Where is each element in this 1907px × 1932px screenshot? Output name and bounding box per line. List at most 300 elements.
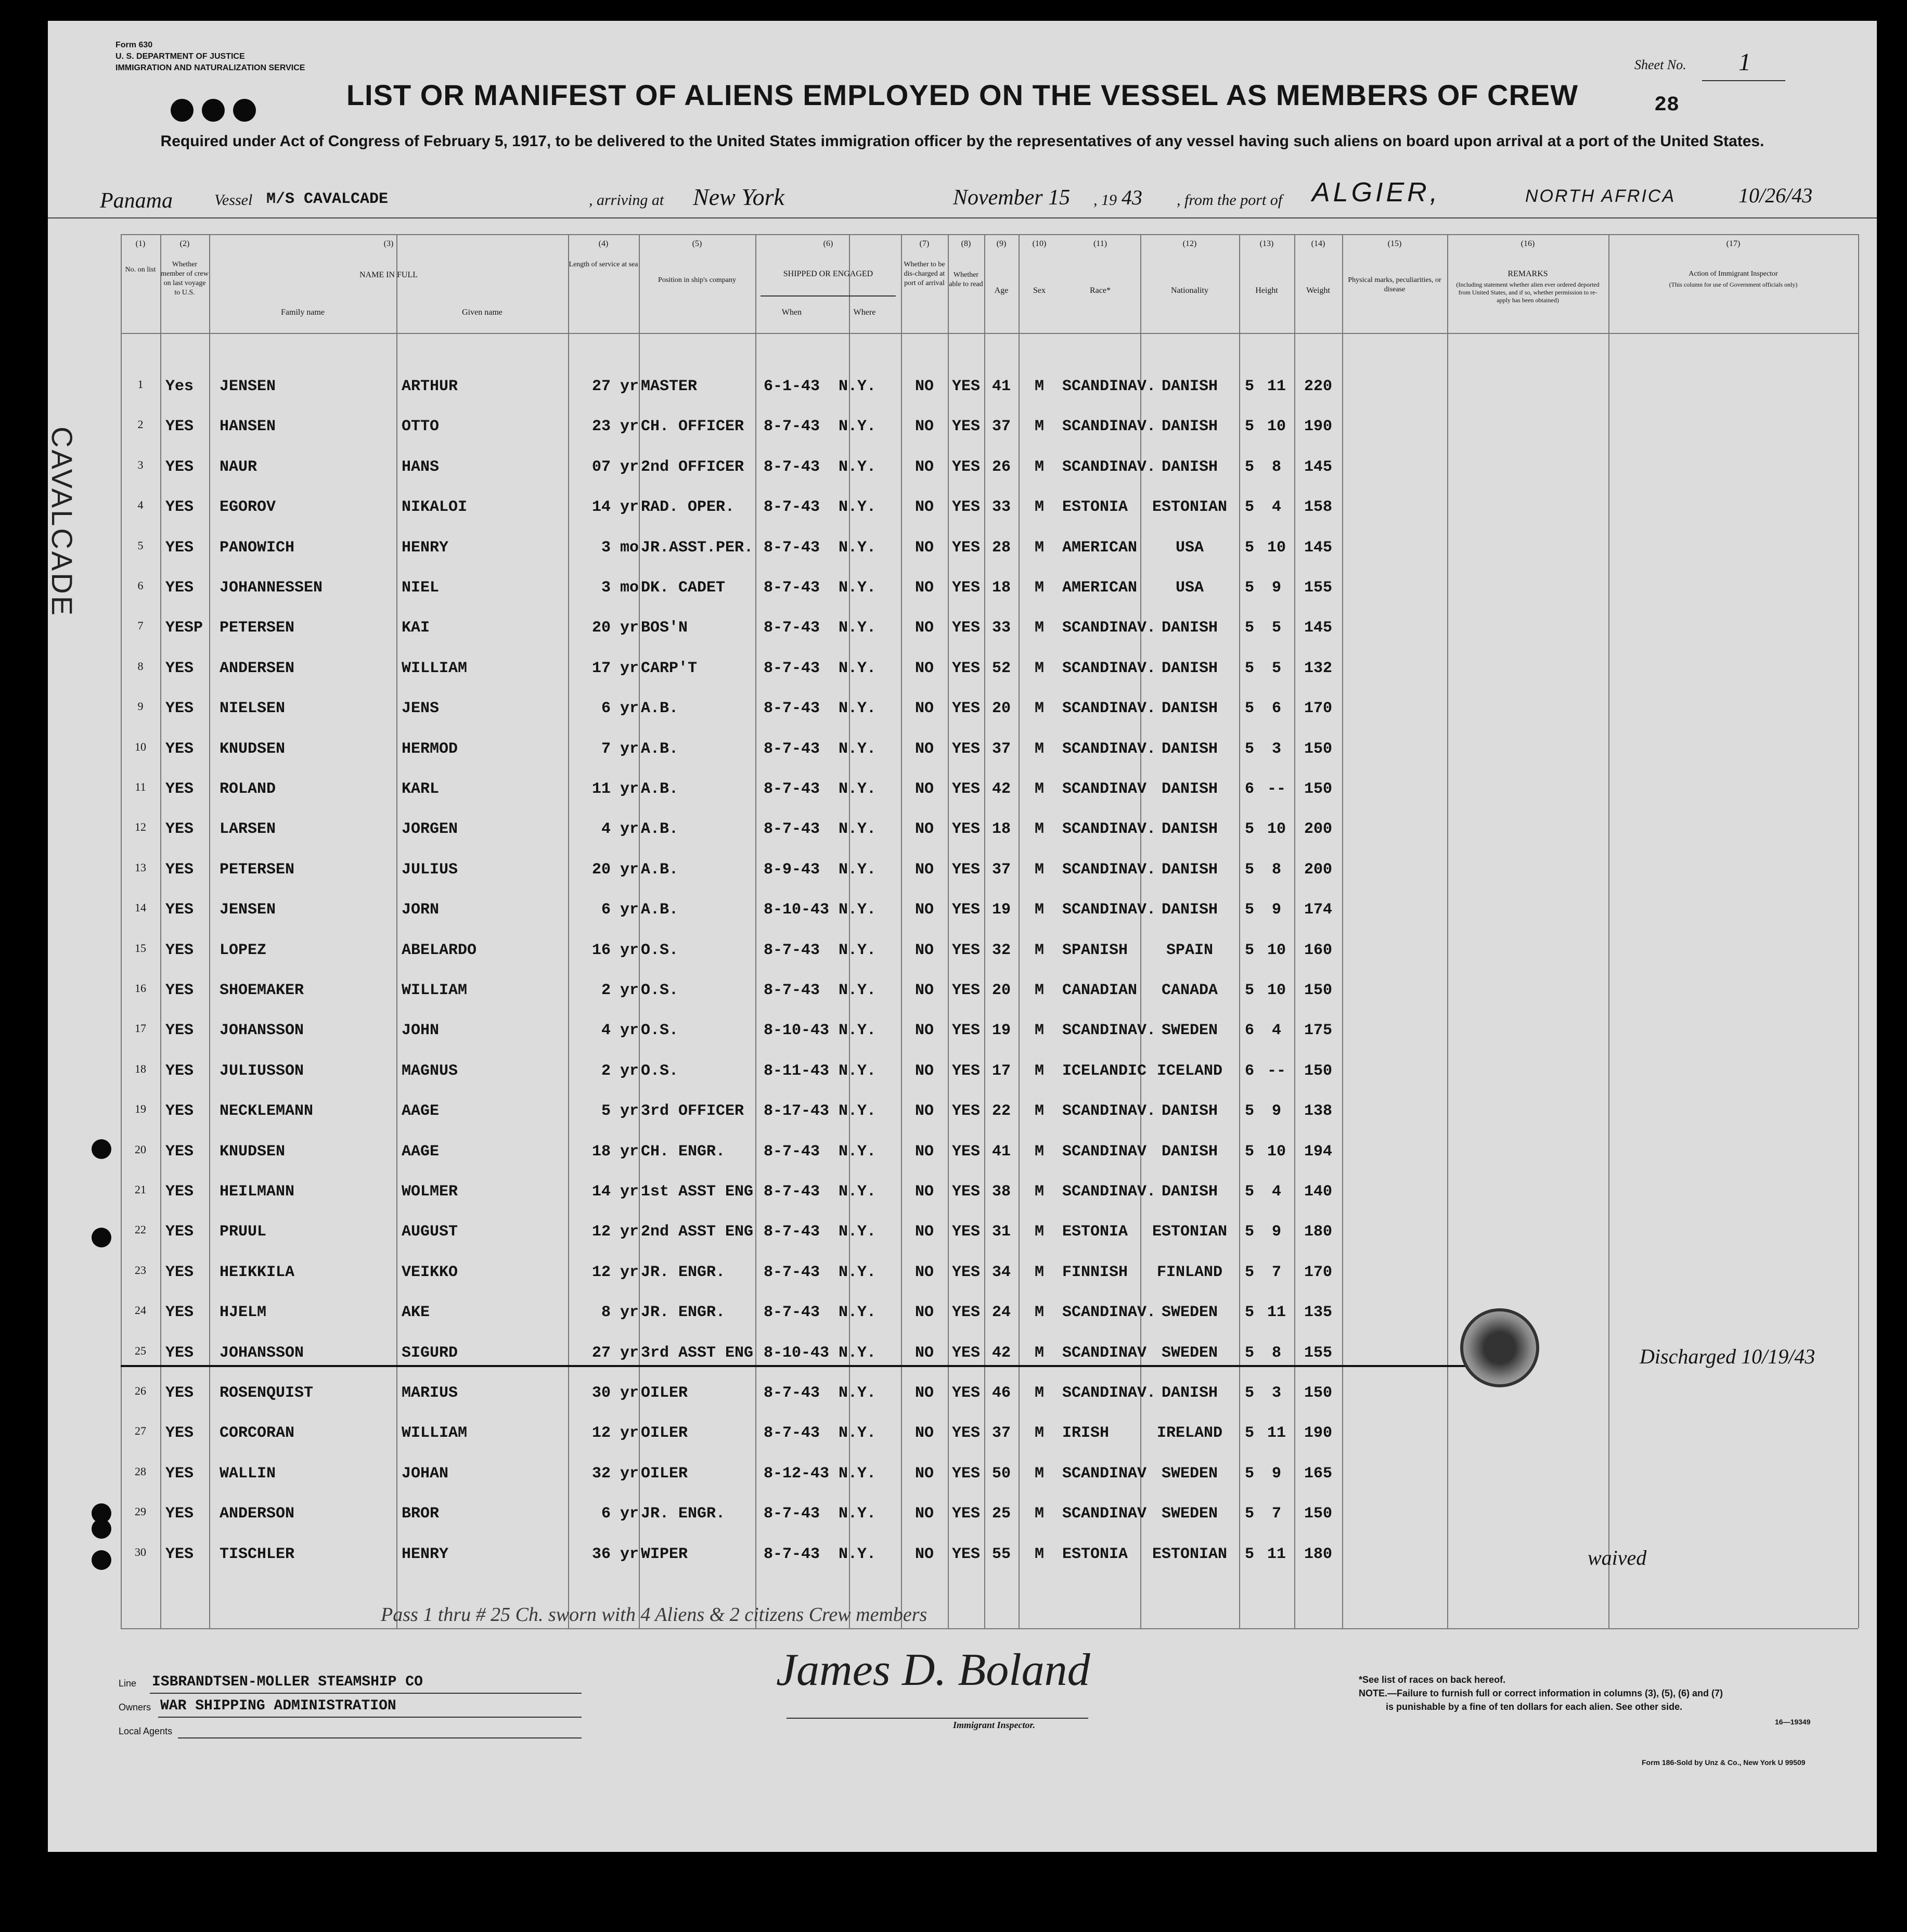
nationality: DANISH: [1161, 820, 1218, 839]
given-name: NIKALOI: [402, 498, 468, 517]
height-feet: 5: [1244, 982, 1254, 999]
crew-last-voyage: YES: [165, 1344, 194, 1362]
nationality: SWEDEN: [1161, 1344, 1218, 1362]
discharged: NO: [914, 1183, 934, 1201]
height-feet: 5: [1244, 659, 1254, 677]
column-number: (6): [823, 239, 833, 248]
row-number: 27: [135, 1424, 146, 1438]
able-to-read: YES: [951, 1263, 980, 1281]
age: 37: [991, 418, 1011, 436]
engaged-when: 8-7-43: [764, 1545, 820, 1563]
weight: 150: [1304, 780, 1332, 798]
able-to-read: YES: [951, 1022, 980, 1040]
engaged-where: N.Y.: [839, 1022, 877, 1040]
family-name: SHOEMAKER: [220, 982, 304, 999]
nationality: DANISH: [1161, 780, 1218, 798]
age: 37: [991, 740, 1011, 758]
height-inches: 8: [1271, 860, 1281, 879]
row-number: 1: [137, 378, 144, 391]
family-name: HEIKKILA: [220, 1263, 295, 1281]
ship-position: O.S.: [641, 1022, 679, 1040]
table-row: [121, 1264, 1858, 1304]
table-row: [121, 700, 1858, 740]
able-to-read: YES: [951, 619, 980, 637]
header-top-rule: [121, 234, 1858, 235]
service-length: 07 yr: [591, 458, 639, 476]
ship-position: OILER: [641, 1424, 688, 1442]
family-name: PETERSEN: [220, 619, 295, 637]
engaged-where: N.Y.: [839, 860, 877, 879]
sheet-number: 1: [1738, 48, 1751, 76]
able-to-read: YES: [951, 1223, 980, 1241]
table-row: [121, 498, 1858, 539]
able-to-read: YES: [951, 700, 980, 718]
crew-last-voyage: YES: [165, 1384, 194, 1402]
service-length: 14 yr: [591, 1183, 639, 1201]
weight: 150: [1304, 1384, 1332, 1402]
race: AMERICAN: [1062, 579, 1138, 597]
row-number: 26: [135, 1384, 146, 1397]
family-name: PANOWICH: [220, 538, 295, 557]
weight: 145: [1304, 458, 1332, 476]
punch-hole: [92, 1139, 111, 1159]
height-feet: 5: [1244, 1223, 1254, 1241]
engaged-when: 6-1-43: [764, 378, 820, 395]
crew-last-voyage: YES: [165, 1223, 194, 1241]
inspector-signature: James D. Boland: [776, 1645, 1090, 1695]
table-row: [121, 458, 1858, 499]
row-number: 12: [135, 820, 146, 834]
nationality: SWEDEN: [1161, 1022, 1218, 1040]
nationality: DANISH: [1161, 700, 1218, 718]
weight: 158: [1304, 498, 1332, 517]
service-length: 11 yr: [591, 780, 639, 798]
sex: M: [1034, 1505, 1044, 1523]
discharged: NO: [914, 740, 934, 758]
crew-last-voyage: YES: [165, 1102, 194, 1120]
row-number: 25: [135, 1344, 146, 1357]
table-row: [121, 982, 1858, 1022]
height-feet: 5: [1244, 619, 1254, 637]
ship-position: JR. ENGR.: [641, 1505, 726, 1523]
page-title: LIST OR MANIFEST OF ALIENS EMPLOYED ON THE VESSEL AS MEMBERS OF CREW: [346, 79, 1579, 111]
ship-position: 3rd OFFICER: [641, 1102, 744, 1120]
ship-position: 2nd ASST ENG: [641, 1223, 754, 1241]
crew-last-voyage: YES: [165, 418, 194, 436]
able-to-read: YES: [951, 1545, 980, 1563]
service-length: 27 yr: [591, 378, 639, 395]
note-code: 16—19349: [1775, 1718, 1811, 1726]
service-length: 23 yr: [591, 418, 639, 436]
discharged: NO: [914, 659, 934, 677]
engaged-when: 8-7-43: [764, 579, 820, 597]
race: SCANDINAV.: [1062, 378, 1156, 395]
engaged-when: 8-17-43: [764, 1102, 830, 1120]
given-name: WILLIAM: [402, 982, 468, 999]
sex: M: [1034, 1344, 1044, 1362]
table-row: [121, 901, 1858, 942]
height-feet: 6: [1244, 780, 1254, 798]
able-to-read: YES: [951, 1102, 980, 1120]
race: ESTONIA: [1062, 498, 1128, 517]
race: SCANDINAV.: [1062, 458, 1156, 476]
engaged-when: 8-7-43: [764, 1304, 820, 1322]
family-name: NIELSEN: [220, 700, 286, 718]
header-position: Position in ship's company: [658, 276, 736, 284]
weight: 150: [1304, 982, 1332, 999]
table-row: [121, 820, 1858, 861]
nationality: DANISH: [1161, 378, 1218, 395]
family-name: LARSEN: [220, 820, 276, 839]
sex: M: [1034, 740, 1044, 758]
age: 19: [991, 901, 1011, 919]
given-name: HANS: [402, 458, 440, 476]
able-to-read: YES: [951, 498, 980, 517]
arriving-port: New York: [693, 184, 784, 210]
height-feet: 6: [1244, 1022, 1254, 1040]
from-label: , from the port of: [1177, 191, 1283, 209]
sex: M: [1034, 619, 1044, 637]
height-feet: 5: [1244, 1263, 1254, 1281]
crew-last-voyage: YES: [165, 1464, 194, 1483]
row-number: 6: [137, 579, 144, 592]
engaged-where: N.Y.: [839, 458, 877, 476]
service: IMMIGRATION AND NATURALIZATION SERVICE: [115, 63, 305, 72]
height-inches: 7: [1271, 1505, 1281, 1523]
service-length: 30 yr: [591, 1384, 639, 1402]
weight: 150: [1304, 1062, 1332, 1080]
row-number: 2: [137, 418, 144, 431]
height-inches: 10: [1267, 982, 1286, 999]
age: 34: [991, 1263, 1011, 1281]
able-to-read: YES: [951, 780, 980, 798]
crew-last-voyage: YES: [165, 780, 194, 798]
crew-last-voyage: YES: [165, 820, 194, 839]
ship-position: A.B.: [641, 901, 679, 919]
height-inches: 3: [1271, 1384, 1281, 1402]
row-remark: Discharged 10/19/43: [1640, 1344, 1815, 1368]
races-note: *See list of races on back hereof.: [1359, 1675, 1506, 1685]
service-length: 17 yr: [591, 659, 639, 677]
ship-position: JR. ENGR.: [641, 1304, 726, 1322]
crew-last-voyage: YES: [165, 860, 194, 879]
engaged-where: N.Y.: [839, 418, 877, 436]
height-inches: 10: [1267, 941, 1286, 959]
row-number: 28: [135, 1464, 146, 1478]
given-name: NIEL: [402, 579, 440, 597]
header-weight: Weight: [1306, 286, 1330, 295]
owners-value: WAR SHIPPING ADMINISTRATION: [160, 1698, 396, 1714]
inspection-seal: [1460, 1308, 1539, 1387]
service-length: 12 yr: [591, 1424, 639, 1442]
given-name: HERMOD: [402, 740, 458, 758]
owners-rule: [158, 1717, 582, 1718]
engaged-when: 8-10-43: [764, 901, 830, 919]
sex: M: [1034, 1384, 1044, 1402]
penalty-note: NOTE.—Failure to furnish full or correct information in columns (3), (5), (6) and (7): [1359, 1688, 1723, 1698]
ship-position: O.S.: [641, 982, 679, 999]
family-name: CORCORAN: [220, 1424, 295, 1442]
given-name: KAI: [402, 619, 430, 637]
nationality: DANISH: [1161, 1102, 1218, 1120]
race: ICELANDIC: [1062, 1062, 1147, 1080]
header-action-note: (This column for use of Government officials only): [1669, 281, 1798, 288]
crew-last-voyage: YES: [165, 1022, 194, 1040]
punch-hole: [92, 1228, 111, 1247]
owners-label: Owners: [119, 1702, 151, 1712]
discharged: NO: [914, 941, 934, 959]
able-to-read: YES: [951, 1424, 980, 1442]
family-name: JULIUSSON: [220, 1062, 304, 1080]
header-bottom-rule: [121, 333, 1858, 334]
row-number: 5: [137, 538, 144, 552]
agents-rule: [178, 1737, 582, 1738]
table-row: [121, 1344, 1858, 1385]
column-number: (11): [1093, 239, 1107, 248]
engaged-when: 8-7-43: [764, 740, 820, 758]
signature-rule: [787, 1718, 1088, 1719]
discharged: NO: [914, 1223, 934, 1241]
header-remarks: REMARKS: [1507, 269, 1548, 278]
table-row: [121, 861, 1858, 901]
ship-position: CH. ENGR.: [641, 1142, 726, 1161]
nationality: DANISH: [1161, 418, 1218, 436]
engaged-when: 8-7-43: [764, 659, 820, 677]
race: AMERICAN: [1062, 538, 1138, 557]
able-to-read: YES: [951, 1384, 980, 1402]
col-rule: [1858, 234, 1859, 1628]
age: 19: [991, 1022, 1011, 1040]
row-number: 11: [135, 780, 146, 793]
sex: M: [1034, 1102, 1044, 1120]
weight: 220: [1304, 378, 1332, 395]
engaged-when: 8-7-43: [764, 700, 820, 718]
discharged: NO: [914, 700, 934, 718]
table-row: [121, 1062, 1858, 1103]
row-number: 18: [135, 1062, 146, 1075]
strike-through-line: [121, 1365, 1478, 1367]
height-inches: 3: [1271, 740, 1281, 758]
engaged-where: N.Y.: [839, 1505, 877, 1523]
header-family-name: Family name: [281, 308, 325, 317]
service-length: 16 yr: [591, 941, 639, 959]
service-length: 20 yr: [591, 860, 639, 879]
crew-last-voyage: YES: [165, 901, 194, 919]
engaged-when: 8-7-43: [764, 982, 820, 999]
crew-last-voyage: YES: [165, 941, 194, 959]
race: SCANDINAV.: [1062, 418, 1156, 436]
age: 20: [991, 700, 1011, 718]
able-to-read: YES: [951, 860, 980, 879]
family-name: TISCHLER: [220, 1545, 295, 1563]
able-to-read: YES: [951, 579, 980, 597]
engaged-when: 8-7-43: [764, 1384, 820, 1402]
service-length: 20 yr: [591, 619, 639, 637]
table-bottom-rule: [121, 1628, 1858, 1629]
sex: M: [1034, 1062, 1044, 1080]
ship-position: A.B.: [641, 740, 679, 758]
race: SCANDINAV.: [1062, 860, 1156, 879]
column-number: (3): [383, 239, 394, 248]
discharged: NO: [914, 619, 934, 637]
height-inches: 4: [1271, 1022, 1281, 1040]
height-feet: 5: [1244, 1384, 1254, 1402]
header-name-in-full: NAME IN FULL: [359, 271, 418, 279]
height-feet: 5: [1244, 1505, 1254, 1523]
weight: 170: [1304, 700, 1332, 718]
service-length: 27 yr: [591, 1344, 639, 1362]
table-row: [121, 418, 1858, 458]
weight: 140: [1304, 1183, 1332, 1201]
engaged-where: N.Y.: [839, 659, 877, 677]
discharged: NO: [914, 1505, 934, 1523]
race: CANADIAN: [1062, 982, 1138, 999]
discharged: NO: [914, 780, 934, 798]
ship-position: JR. ENGR.: [641, 1263, 726, 1281]
service-length: 5 yr: [601, 1102, 639, 1120]
from-port: ALGIER,: [1312, 177, 1441, 208]
height-feet: 5: [1244, 820, 1254, 839]
given-name: BROR: [402, 1505, 440, 1523]
height-feet: 5: [1244, 1344, 1254, 1362]
column-number: (16): [1521, 239, 1535, 248]
form-number: Form 630: [115, 41, 153, 49]
engaged-where: N.Y.: [839, 740, 877, 758]
nationality: DANISH: [1161, 1142, 1218, 1161]
height-inches: 11: [1267, 378, 1286, 395]
engaged-where: N.Y.: [839, 820, 877, 839]
header-age: Age: [994, 286, 1009, 295]
given-name: WILLIAM: [402, 659, 468, 677]
height-feet: 5: [1244, 498, 1254, 517]
sex: M: [1034, 538, 1044, 557]
table-row: [121, 780, 1858, 821]
height-inches: 9: [1271, 1102, 1281, 1120]
ship-position: O.S.: [641, 941, 679, 959]
column-number: (1): [135, 239, 146, 248]
column-number: (14): [1311, 239, 1325, 248]
height-feet: 5: [1244, 740, 1254, 758]
row-number: 20: [135, 1142, 146, 1156]
height-feet: 5: [1244, 1183, 1254, 1201]
discharged: NO: [914, 1384, 934, 1402]
engaged-where: N.Y.: [839, 498, 877, 517]
header-shipped-engaged: SHIPPED OR ENGAGED: [783, 269, 873, 278]
header-no-on-list: No. on list: [125, 266, 156, 274]
weight: 180: [1304, 1545, 1332, 1563]
ship-position: 1st ASST ENG: [641, 1183, 754, 1201]
engaged-where: N.Y.: [839, 1102, 877, 1120]
height-inches: 9: [1271, 579, 1281, 597]
nationality: SWEDEN: [1161, 1505, 1218, 1523]
discharged: NO: [914, 458, 934, 476]
race: ESTONIA: [1062, 1545, 1128, 1563]
service-length: 18 yr: [591, 1142, 639, 1161]
row-number: 24: [135, 1304, 146, 1317]
height-feet: 5: [1244, 901, 1254, 919]
engaged-where: N.Y.: [839, 901, 877, 919]
age: 38: [991, 1183, 1011, 1201]
engaged-where: N.Y.: [839, 619, 877, 637]
column-number: (2): [179, 239, 190, 248]
height-feet: 5: [1244, 1464, 1254, 1483]
table-row: [121, 1304, 1858, 1344]
nationality: DANISH: [1161, 458, 1218, 476]
given-name: WOLMER: [402, 1183, 458, 1201]
service-length: 6 yr: [601, 700, 639, 718]
engaged-where: N.Y.: [839, 780, 877, 798]
header-height: Height: [1255, 286, 1278, 295]
race: SCANDINAV.: [1062, 820, 1156, 839]
crew-last-voyage: YES: [165, 1183, 194, 1201]
handwritten-note: Pass 1 thru # 25 Ch. sworn with 4 Aliens & 2 citizens Crew members: [381, 1604, 927, 1626]
height-inches: 8: [1271, 1344, 1281, 1362]
given-name: AUGUST: [402, 1223, 458, 1241]
weight: 180: [1304, 1223, 1332, 1241]
height-feet: 5: [1244, 538, 1254, 557]
service-length: 32 yr: [591, 1464, 639, 1483]
able-to-read: YES: [951, 820, 980, 839]
weight: 132: [1304, 659, 1332, 677]
header-crew-last-voyage: Whether member of crew on last voyage to U.S.: [161, 261, 209, 297]
height-inches: 9: [1271, 1464, 1281, 1483]
crew-last-voyage: YES: [165, 1142, 194, 1161]
engaged-where: N.Y.: [839, 1062, 877, 1080]
crew-last-voyage: YES: [165, 1263, 194, 1281]
ship-position: A.B.: [641, 700, 679, 718]
sex: M: [1034, 1022, 1044, 1040]
column-number: (15): [1387, 239, 1402, 248]
crew-last-voyage: YESP: [165, 619, 203, 637]
crew-last-voyage: YES: [165, 659, 194, 677]
service-length: 8 yr: [601, 1304, 639, 1322]
engaged-when: 8-7-43: [764, 1223, 820, 1241]
engaged-where: N.Y.: [839, 378, 877, 395]
weight: 138: [1304, 1102, 1332, 1120]
given-name: JORN: [402, 901, 440, 919]
service-length: 6 yr: [601, 901, 639, 919]
discharged: NO: [914, 378, 934, 395]
column-number: (13): [1259, 239, 1274, 248]
engaged-when: 8-7-43: [764, 780, 820, 798]
column-number: (17): [1726, 239, 1741, 248]
family-name: JOHANNESSEN: [220, 579, 323, 597]
discharged: NO: [914, 820, 934, 839]
row-number: 3: [137, 458, 144, 471]
height-feet: 6: [1244, 1062, 1254, 1080]
height-feet: 5: [1244, 1545, 1254, 1563]
service-length: 6 yr: [601, 1505, 639, 1523]
engaged-where: N.Y.: [839, 1183, 877, 1201]
height-inches: 10: [1267, 1142, 1286, 1161]
ship-position: A.B.: [641, 820, 679, 839]
weight: 135: [1304, 1304, 1332, 1322]
engaged-when: 8-12-43: [764, 1464, 830, 1483]
race: IRISH: [1062, 1424, 1110, 1442]
sex: M: [1034, 498, 1044, 517]
able-to-read: YES: [951, 659, 980, 677]
nationality: ICELAND: [1156, 1062, 1223, 1080]
height-inches: 11: [1267, 1304, 1286, 1322]
given-name: JENS: [402, 700, 440, 718]
row-number: 14: [135, 901, 146, 915]
height-inches: --: [1267, 780, 1286, 798]
weight: 200: [1304, 860, 1332, 879]
header-able-read: Whether able to read: [949, 271, 983, 288]
sex: M: [1034, 1424, 1044, 1442]
nationality: SWEDEN: [1161, 1304, 1218, 1322]
age: 37: [991, 1424, 1011, 1442]
